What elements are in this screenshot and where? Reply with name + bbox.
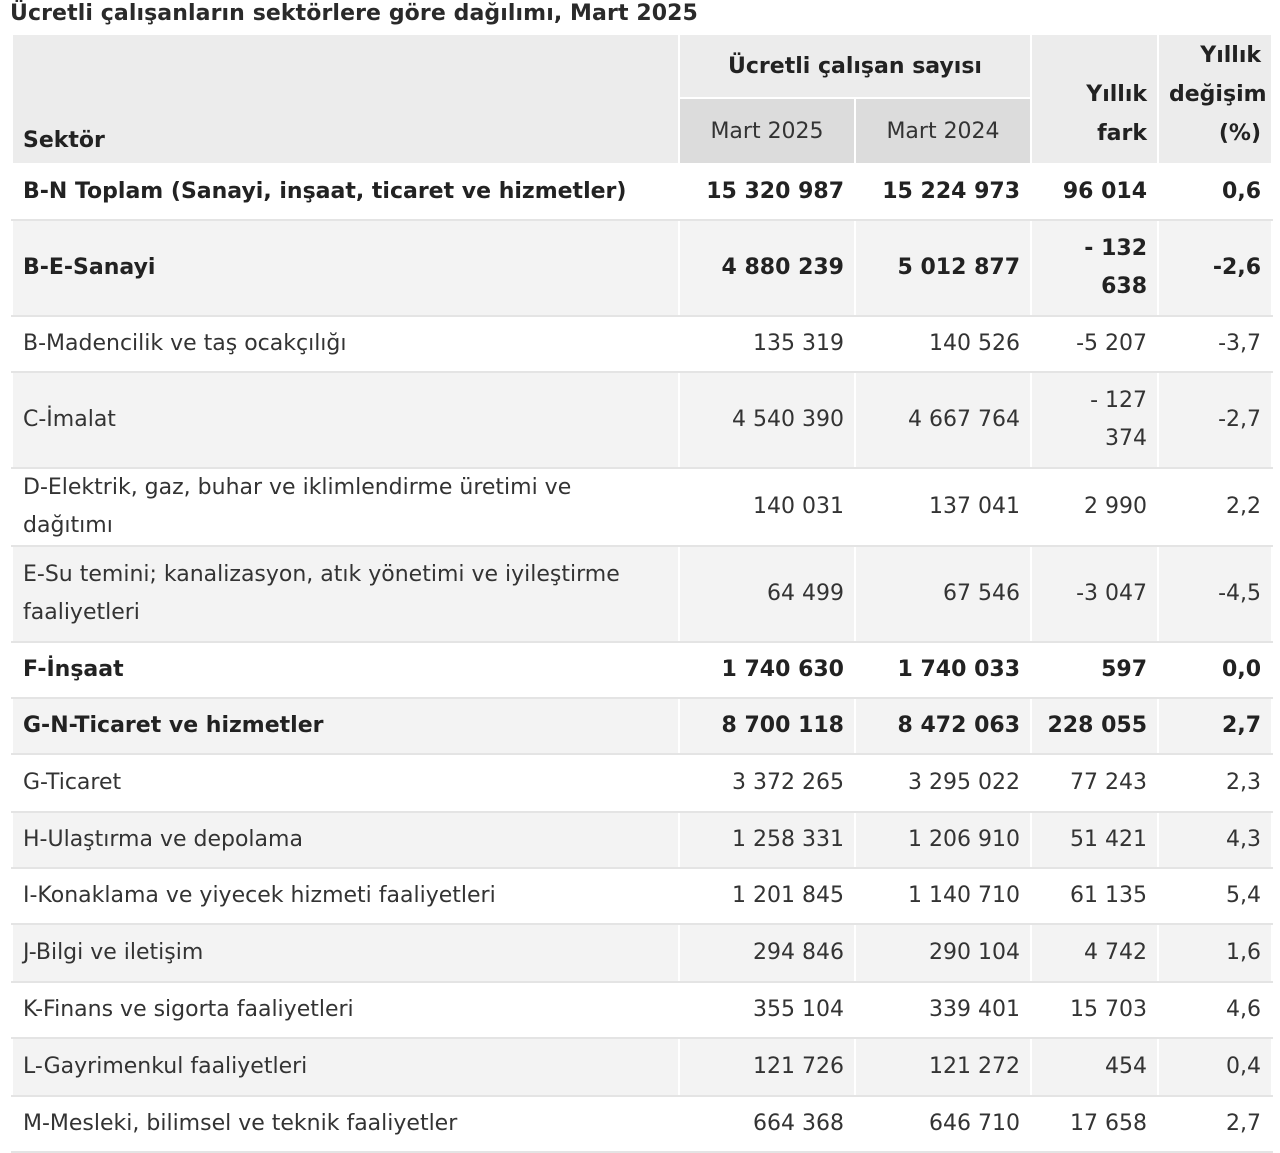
mart-2024-value: 646 710 <box>855 1096 1031 1152</box>
mart-2024-value: 1 140 710 <box>855 868 1031 924</box>
sector-employment-table <box>11 33 1273 1153</box>
annual-change-value: 4,3 <box>1158 812 1272 868</box>
annual-difference-value: 61 135 <box>1031 868 1158 924</box>
mart-2024-value: 4 667 764 <box>855 372 1031 468</box>
sector-cell: M-Mesleki, bilimsel ve teknik faaliyetler <box>12 1096 679 1152</box>
table-row <box>12 372 1272 468</box>
annual-change-value: 0,0 <box>1158 642 1272 698</box>
annual-change-value: 2,7 <box>1158 1096 1272 1152</box>
mart-2024-value: 1 206 910 <box>855 812 1031 868</box>
mart-2025-value: 4 880 239 <box>679 220 855 316</box>
annual-difference-header-line2: fark <box>1097 121 1148 146</box>
sector-cell: J-Bilgi ve iletişim <box>12 924 679 982</box>
sector-cell: E-Su temini; kanalizasyon, atık yönetimi ve iyileştirme faaliyetleri <box>12 546 679 642</box>
mart-2025-value: 135 319 <box>679 316 855 372</box>
annual-change-value: 0,6 <box>1158 164 1272 220</box>
mart-2024-value: 3 295 022 <box>855 754 1031 812</box>
mart-2025-value: 294 846 <box>679 924 855 982</box>
annual-change-header-line1: Yıllık <box>1200 43 1262 68</box>
mart-2025-value: 1 740 630 <box>679 642 855 698</box>
table-row <box>12 642 1272 698</box>
annual-difference-value: 454 <box>1031 1038 1158 1096</box>
mart-2025-value: 664 368 <box>679 1096 855 1152</box>
table-row <box>12 1038 1272 1096</box>
annual-change-value: 4,6 <box>1158 982 1272 1038</box>
table-row <box>12 812 1272 868</box>
table-row <box>12 1096 1272 1152</box>
table-row <box>12 316 1272 372</box>
table-row <box>12 220 1272 316</box>
mart-2025-value: 15 320 987 <box>679 164 855 220</box>
table-row <box>12 924 1272 982</box>
annual-change-value: -4,5 <box>1158 546 1272 642</box>
mart-2024-value: 290 104 <box>855 924 1031 982</box>
sector-cell: G-Ticaret <box>12 754 679 812</box>
sector-cell: B-E-Sanayi <box>12 220 679 316</box>
employee-count-group-header: Ücretli çalışan sayısı <box>679 34 1031 98</box>
annual-change-value: -2,6 <box>1158 220 1272 316</box>
mart-2024-value: 1 740 033 <box>855 642 1031 698</box>
annual-change-value: 5,4 <box>1158 868 1272 924</box>
annual-difference-value: 4 742 <box>1031 924 1158 982</box>
annual-change-header-line3: (%) <box>1218 121 1262 146</box>
annual-difference-value: 228 055 <box>1031 698 1158 754</box>
mart-2025-value: 4 540 390 <box>679 372 855 468</box>
annual-difference-value: 15 703 <box>1031 982 1158 1038</box>
annual-change-value: 2,3 <box>1158 754 1272 812</box>
mart-2024-value: 137 041 <box>855 468 1031 546</box>
annual-change-value: 0,4 <box>1158 1038 1272 1096</box>
table-body <box>12 164 1272 1152</box>
table-row <box>12 982 1272 1038</box>
annual-change-value: -2,7 <box>1158 372 1272 468</box>
sector-cell: F-İnşaat <box>12 642 679 698</box>
sector-column-header: Sektör <box>12 34 679 164</box>
table-row <box>12 164 1272 220</box>
annual-difference-header <box>1031 34 1158 164</box>
annual-difference-value: 77 243 <box>1031 754 1158 812</box>
annual-change-header <box>1158 34 1272 164</box>
annual-change-value: -3,7 <box>1158 316 1272 372</box>
mart-2024-value: 140 526 <box>855 316 1031 372</box>
annual-difference-value: 51 421 <box>1031 812 1158 868</box>
mart-2024-value: 339 401 <box>855 982 1031 1038</box>
table-row <box>12 698 1272 754</box>
sector-cell: K-Finans ve sigorta faaliyetleri <box>12 982 679 1038</box>
annual-change-value: 2,2 <box>1158 468 1272 546</box>
annual-change-header-line2: değişim <box>1169 82 1267 107</box>
mart-2024-value: 5 012 877 <box>855 220 1031 316</box>
annual-difference-value: 17 658 <box>1031 1096 1158 1152</box>
table-row <box>12 868 1272 924</box>
mart-2024-value: 15 224 973 <box>855 164 1031 220</box>
mart-2024-value: 121 272 <box>855 1038 1031 1096</box>
mart-2025-value: 8 700 118 <box>679 698 855 754</box>
mart-2024-value: 67 546 <box>855 546 1031 642</box>
sector-cell: C-İmalat <box>12 372 679 468</box>
sector-cell: I-Konaklama ve yiyecek hizmeti faaliyetleri <box>12 868 679 924</box>
mart-2024-value: 8 472 063 <box>855 698 1031 754</box>
table-row <box>12 546 1272 642</box>
annual-difference-value: -5 207 <box>1031 316 1158 372</box>
annual-difference-value: -3 047 <box>1031 546 1158 642</box>
annual-difference-value: 96 014 <box>1031 164 1158 220</box>
sector-cell: H-Ulaştırma ve depolama <box>12 812 679 868</box>
sector-cell: L-Gayrimenkul faaliyetleri <box>12 1038 679 1096</box>
sector-cell: B-N Toplam (Sanayi, inşaat, ticaret ve hizmetler) <box>12 164 679 220</box>
annual-change-value: 1,6 <box>1158 924 1272 982</box>
mart-2025-value: 64 499 <box>679 546 855 642</box>
table-row <box>12 754 1272 812</box>
annual-difference-value: - 127 374 <box>1031 372 1158 468</box>
mart-2024-column-header: Mart 2024 <box>855 98 1031 164</box>
annual-change-value: 2,7 <box>1158 698 1272 754</box>
annual-difference-value: - 132 638 <box>1031 220 1158 316</box>
mart-2025-column-header: Mart 2025 <box>679 98 855 164</box>
table-row <box>12 468 1272 546</box>
annual-difference-value: 2 990 <box>1031 468 1158 546</box>
sector-cell: G-N-Ticaret ve hizmetler <box>12 698 679 754</box>
mart-2025-value: 355 104 <box>679 982 855 1038</box>
sector-cell: D-Elektrik, gaz, buhar ve iklimlendirme üretimi ve dağıtımı <box>12 468 679 546</box>
sector-cell: B-Madencilik ve taş ocakçılığı <box>12 316 679 372</box>
mart-2025-value: 1 201 845 <box>679 868 855 924</box>
mart-2025-value: 3 372 265 <box>679 754 855 812</box>
mart-2025-value: 140 031 <box>679 468 855 546</box>
annual-difference-header-line1: Yıllık <box>1086 82 1148 107</box>
mart-2025-value: 121 726 <box>679 1038 855 1096</box>
table-title: Ücretli çalışanların sektörlere göre dağılımı, Mart 2025 <box>10 1 698 26</box>
annual-difference-value: 597 <box>1031 642 1158 698</box>
mart-2025-value: 1 258 331 <box>679 812 855 868</box>
